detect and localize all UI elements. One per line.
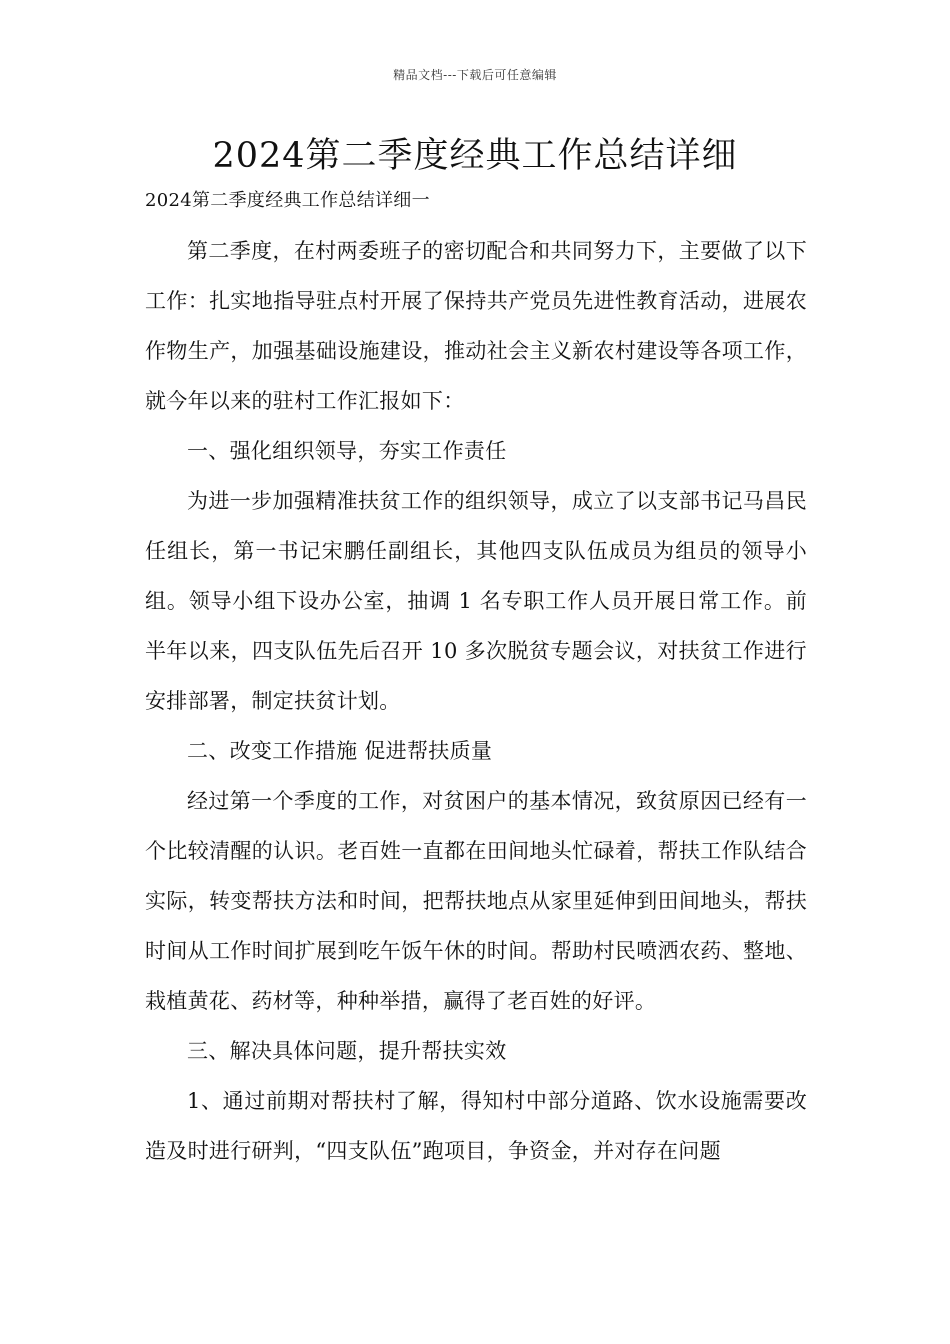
paragraph-section-1: 为进一步加强精准扶贫工作的组织领导，成立了以支部书记马昌民任组长，第一书记宋鹏任副组长，其他四支队伍成员为组员的领导小组。领导小组下设办公室，抽调 1 名专职工作人员开展日常工作。前半年以来，四支队伍先后召开 10 多次脱贫专题会议，对扶贫工作进行安排部署，制定扶贫计划。 (145, 489, 807, 713)
paragraph-section-2: 经过第一个季度的工作，对贫困户的基本情况，致贫原因已经有一个比较清醒的认识。老百姓一直都在田间地头忙碌着，帮扶工作队结合实际，转变帮扶方法和时间，把帮扶地点从家里延伸到田间地头，帮扶时间从工作时间扩展到吃午饭午休的时间。帮助村民喷洒农药、整地、栽植黄花、药材等，种种举措，赢得了老百姓的好评。 (145, 789, 807, 1013)
document-body (145, 184, 807, 1176)
section-heading-2: 二、改变工作措施 促进帮扶质量 (187, 739, 493, 763)
header-note: 精品文档---下载后可任意编辑 (393, 68, 557, 82)
section-heading-3: 三、解决具体问题，提升帮扶实效 (187, 1039, 507, 1063)
paragraph-intro: 第二季度，在村两委班子的密切配合和共同努力下，主要做了以下工作：扎实地指导驻点村开展了保持共产党员先进性教育活动，进展农作物生产，加强基础设施建设，推动社会主义新农村建设等各项工作，就今年以来的驻村工作汇报如下： (145, 239, 807, 413)
document-subtitle: 2024第二季度经典工作总结详细一 (145, 190, 430, 211)
document-title: 2024第二季度经典工作总结详细 (212, 136, 738, 176)
paragraph-section-3: 1、通过前期对帮扶村了解，得知村中部分道路、饮水设施需要改造及时进行研判，“四支队伍”跑项目，争资金，并对存在问题 (145, 1089, 807, 1163)
section-heading-1: 一、强化组织领导，夯实工作责任 (187, 439, 507, 463)
